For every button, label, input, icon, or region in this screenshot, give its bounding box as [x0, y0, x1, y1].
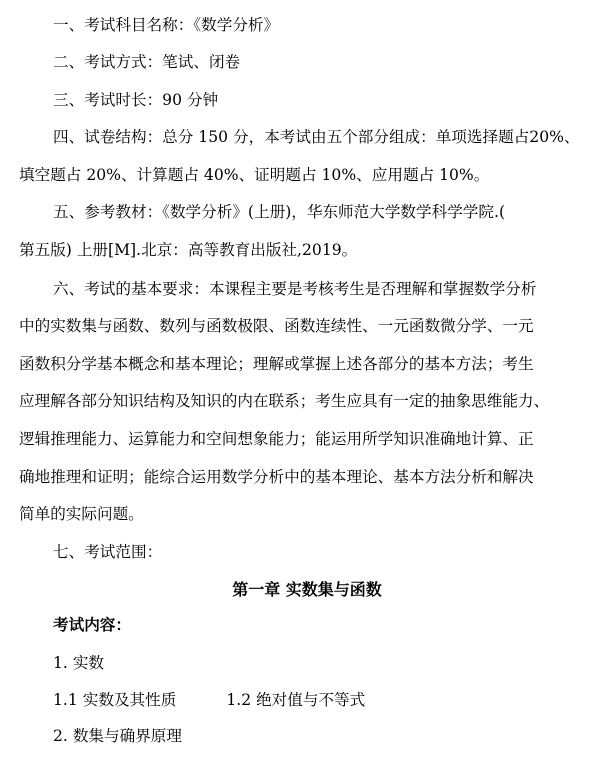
item-2: 2. 数集与确界原理	[53, 727, 182, 745]
exam-method: 二、考试方式：笔试、闭卷	[53, 53, 241, 71]
exam-subject: 一、考试科目名称：《数学分析》	[53, 16, 280, 34]
requirements-line-4: 应理解各部分知识结构及知识的内在联系；考生应具有一定的抽象思维能力、	[19, 392, 550, 410]
requirements-line-3: 函数积分学基本概念和基本理论；理解或掌握上述各部分的基本方法；考生	[19, 355, 534, 373]
content-heading: 考试内容：	[53, 616, 131, 634]
item-1-1: 1.1 实数及其性质	[53, 691, 177, 709]
requirements-line-5: 逻辑推理能力、运算能力和空间想象能力；能运用所学知识准确地计算、正	[19, 430, 534, 448]
paper-structure-line-1: 四、试卷结构：总分 150 分，本考试由五个部分组成：单项选择题占20%、	[53, 128, 580, 146]
requirements-line-7: 简单的实际问题。	[19, 505, 144, 523]
paper-structure-line-2: 填空题占 20%、计算题占 40%、证明题占 10%、应用题占 10%。	[19, 166, 490, 184]
item-1-2: 1.2 绝对值与不等式	[226, 691, 366, 709]
requirements-line-6: 确地推理和证明；能综合运用数学分析中的基本理论、基本方法分析和解决	[19, 468, 534, 486]
item-1: 1. 实数	[53, 654, 105, 672]
chapter-title: 第一章 实数集与函数	[232, 580, 382, 599]
textbook-line-1: 五、参考教材：《数学分析》(上册)，华东师范大学数学科学学院.(	[53, 203, 506, 221]
exam-scope: 七、考试范围：	[53, 543, 163, 561]
requirements-line-1: 六、考试的基本要求：本课程主要是考核考生是否理解和掌握数学分析	[53, 280, 537, 298]
exam-duration: 三、考试时长：90 分钟	[53, 91, 219, 109]
item-1-row	[53, 690, 365, 710]
requirements-line-2: 中的实数集与函数、数列与函数极限、函数连续性、一元函数微分学、一元	[19, 317, 534, 335]
textbook-line-2: 第五版) 上册[M].北京：高等教育出版社,2019。	[19, 241, 358, 259]
